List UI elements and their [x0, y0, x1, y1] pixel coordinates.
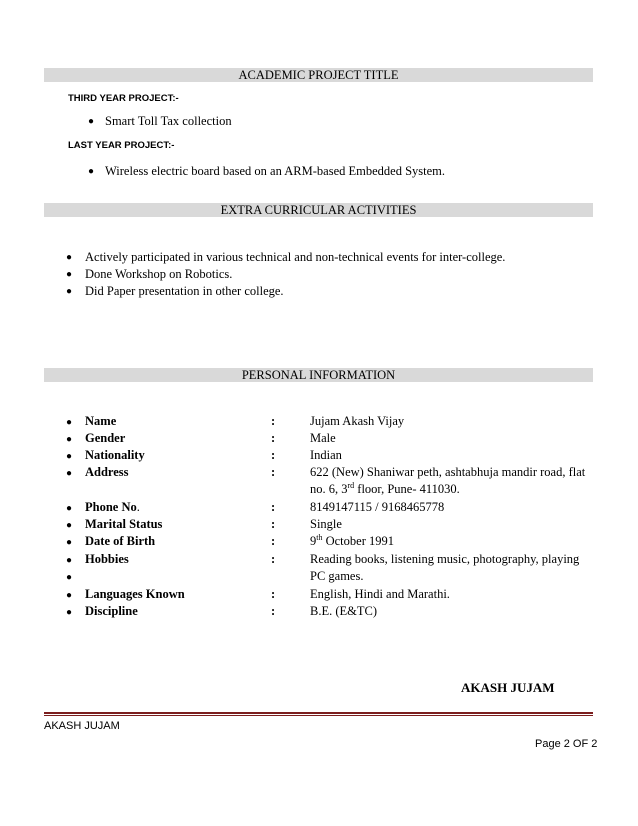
bullet-icon: ●	[66, 590, 73, 601]
hobbies-label: Hobbies	[85, 552, 129, 566]
discipline-value: B.E. (E&TC)	[310, 604, 378, 618]
bullet-icon: ●	[88, 166, 95, 177]
bullet-icon: ●	[88, 116, 95, 127]
address-line-1: 622 (New) Shaniwar peth, ashtabhuja mandir road, flat	[310, 465, 586, 479]
colon-separator: :	[271, 465, 276, 479]
last-year-project-item: Wireless electric board based on an ARM-based Embedded System.	[105, 164, 446, 178]
activity-item: Done Workshop on Robotics.	[85, 267, 233, 281]
bullet-icon: ●	[66, 252, 73, 263]
bullet-icon: ●	[66, 537, 73, 548]
nationality-label: Nationality	[85, 448, 145, 462]
colon-separator: :	[271, 534, 276, 548]
colon-separator: :	[271, 414, 276, 428]
colon-separator: :	[271, 448, 276, 462]
third-year-project-label: THIRD YEAR PROJECT:-	[68, 93, 179, 104]
bullet-icon: ●	[66, 451, 73, 462]
bullet-icon: ●	[66, 434, 73, 445]
languages-value: English, Hindi and Marathi.	[310, 587, 450, 601]
marital-status-label: Marital Status	[85, 517, 163, 531]
extra-curricular-heading: EXTRA CURRICULAR ACTIVITIES	[44, 203, 593, 217]
hobbies-line-1: Reading books, listening music, photography, playing	[310, 552, 580, 566]
activity-item: Did Paper presentation in other college.	[85, 284, 284, 298]
third-year-project-item: Smart Toll Tax collection	[105, 114, 232, 128]
phone-label: Phone No.	[85, 500, 140, 514]
bullet-icon: ●	[66, 269, 73, 280]
footer-divider	[44, 712, 593, 714]
bullet-icon: ●	[66, 503, 73, 514]
signature-name: AKASH JUJAM	[461, 680, 555, 695]
bullet-icon: ●	[66, 607, 73, 618]
colon-separator: :	[271, 587, 276, 601]
date-of-birth-value: 9th October 1991	[310, 532, 394, 548]
footer-name: AKASH JUJAM	[44, 720, 120, 732]
footer-divider-thin	[44, 715, 593, 716]
bullet-icon: ●	[66, 520, 73, 531]
colon-separator: :	[271, 604, 276, 618]
personal-information-heading: PERSONAL INFORMATION	[44, 368, 593, 382]
gender-label: Gender	[85, 431, 126, 445]
bullet-icon: ●	[66, 417, 73, 428]
academic-project-heading: ACADEMIC PROJECT TITLE	[44, 68, 593, 82]
nationality-value: Indian	[310, 448, 342, 462]
bullet-icon: ●	[66, 468, 73, 479]
phone-value: 8149147115 / 9168465778	[310, 500, 445, 514]
bullet-icon: ●	[66, 286, 73, 297]
colon-separator: :	[271, 517, 276, 531]
name-label: Name	[85, 414, 117, 428]
name-value: Jujam Akash Vijay	[310, 414, 405, 428]
colon-separator: :	[271, 431, 276, 445]
activity-item: Actively participated in various technical and non-technical events for inter-college.	[85, 250, 506, 264]
hobbies-line-2: PC games.	[310, 569, 364, 583]
page-number: Page 2 OF 2	[535, 738, 598, 750]
last-year-project-label: LAST YEAR PROJECT:-	[68, 140, 175, 151]
languages-label: Languages Known	[85, 587, 185, 601]
bullet-icon: ●	[66, 555, 73, 566]
marital-status-value: Single	[310, 517, 342, 531]
address-label: Address	[85, 465, 129, 479]
bullet-icon: ●	[66, 572, 73, 583]
discipline-label: Discipline	[85, 604, 138, 618]
colon-separator: :	[271, 500, 276, 514]
date-of-birth-label: Date of Birth	[85, 534, 156, 548]
address-line-2: no. 6, 3rd floor, Pune- 411030.	[310, 480, 460, 496]
gender-value: Male	[310, 431, 336, 445]
colon-separator: :	[271, 552, 276, 566]
